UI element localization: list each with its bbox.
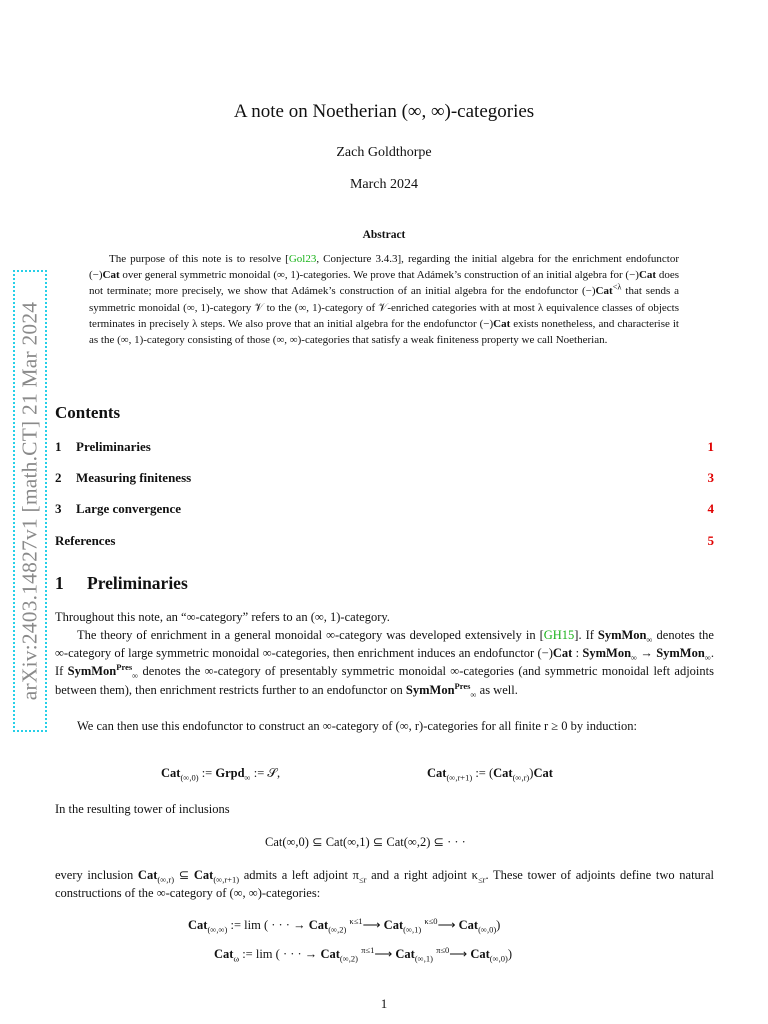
toc-page-link[interactable]: 4 (707, 501, 714, 516)
toc-page-link[interactable]: 1 (707, 439, 714, 454)
toc-entry-references[interactable]: References 5 (55, 533, 714, 548)
equation-cat-infinity: Cat$_{(\infty,\infty)}$ := lim ( · · · → Cat$_{(\infty,2)}$ $^{\kappa\le 1}$⟶ Cat$_{(\infty,1)}$ $^{\kappa\le 0}$⟶ Cat$_{(\infty,0)}$) (188, 915, 501, 935)
citation-link[interactable]: GH15 (543, 628, 575, 642)
abstract-heading: Abstract (362, 229, 406, 241)
paper-date: March 2024 (349, 177, 419, 192)
paper-title: A note on Noetherian (∞, ∞)-categories (233, 101, 535, 122)
contents-heading: Contents (55, 403, 121, 422)
section-heading: 1 Preliminaries (55, 573, 188, 593)
equation-cat-r-plus-1: Cat$_{(\infty,r+1)}$ := (Cat$_{(\infty,r)}$)Cat (427, 766, 553, 783)
equation-cat-0: Cat$_{(\infty,0)}$ := Grpd$_\infty$ := 𝒮, (161, 766, 281, 783)
equation-tower: Cat(∞,0) ⊆ Cat(∞,1) ⊆ Cat(∞,2) ⊆ · · · (265, 835, 466, 849)
citation-link[interactable]: Gol23 (288, 253, 317, 265)
toc-entry-measuring-finiteness[interactable]: 2 Measuring finiteness 3 (55, 470, 714, 485)
body-paragraph-3: We can then use this endofunctor to construct an ∞-category of (∞, r)-categories for all finite r ≥ 0 by induction: (77, 719, 637, 733)
body-paragraph-1: Throughout this note, an “∞-category” refers to an (∞, 1)-category. (55, 610, 390, 624)
toc-entry-preliminaries[interactable]: 1 Preliminaries 1 (55, 439, 714, 454)
body-paragraph-2: The theory of enrichment in a general monoidal ∞-category was developed extensively in [GH15]. If SymMon$_\infty$ denotes the ∞-category of large symmetric monoidal ∞-categories, then enrichment induces an endofunctor (−)Cat : SymMon$_\infty$ → SymMon$_\infty$. If SymMon$^{Pres}_\infty$ denotes the ∞-category of presentably symmetric monoidal ∞-categories (and symmetric monoidal left adjoints between them), then enrichment restricts further to an endofunctor on SymMon$^{Pres}_\infty$ as well. (55, 628, 714, 700)
equation-cat-omega: Cat$_\omega$ := lim ( · · · → Cat$_{(\infty,2)}$ $^{\pi\le 1}$⟶ Cat$_{(\infty,1)}$ $^{\pi\le 0}$⟶ Cat$_{(\infty,0)}$) (214, 944, 513, 964)
toc-page-link[interactable]: 3 (707, 470, 714, 485)
body-paragraph-4: In the resulting tower of inclusions (55, 802, 230, 816)
arxiv-identifier[interactable]: arXiv:2403.14827v1 [math.CT] 21 Mar 2024 (17, 301, 42, 701)
paper-author: Zach Goldthorpe (336, 145, 432, 160)
body-paragraph-5: every inclusion Cat$_{(\infty,r)}$ ⊆ Cat$_{(\infty,r+1)}$ admits a left adjoint $\pi_{\le r}$ and a right adjoint $\kappa_{\le r}$. These tower of adjoints define two natural constructions of the ∞-category of (∞, ∞)-categories: (55, 868, 714, 901)
page-number: 1 (380, 996, 388, 1011)
toc-entry-large-convergence[interactable]: 3 Large convergence 4 (55, 501, 714, 516)
abstract-body: The purpose of this note is to resolve [Gol23, Conjecture 3.4.3], regarding the initial algebra for the enrichment endofunctor (−)Cat over general symmetric monoidal (∞, 1)-categories. We prove that Adámek’s construction of an initial algebra for (−)Cat does not terminate; more precisely, we show that Adámek’s construction of an initial algebra for the endofunctor (−)Cat$^{<\lambda}$ that sends a symmetric monoidal (∞, 1)-category 𝒱 to the (∞, 1)-category of 𝒱-enriched categories with at most λ equivalence classes of objects terminates in precisely λ steps. We also prove that an initial algebra for the endofunctor (−)Cat exists nonetheless, and characterise it as the (∞, 1)-category consisting of those (∞, ∞)-categories that satisfy a weak finiteness property we call Noetherian. (89, 253, 679, 347)
toc-page-link[interactable]: 5 (707, 533, 714, 548)
